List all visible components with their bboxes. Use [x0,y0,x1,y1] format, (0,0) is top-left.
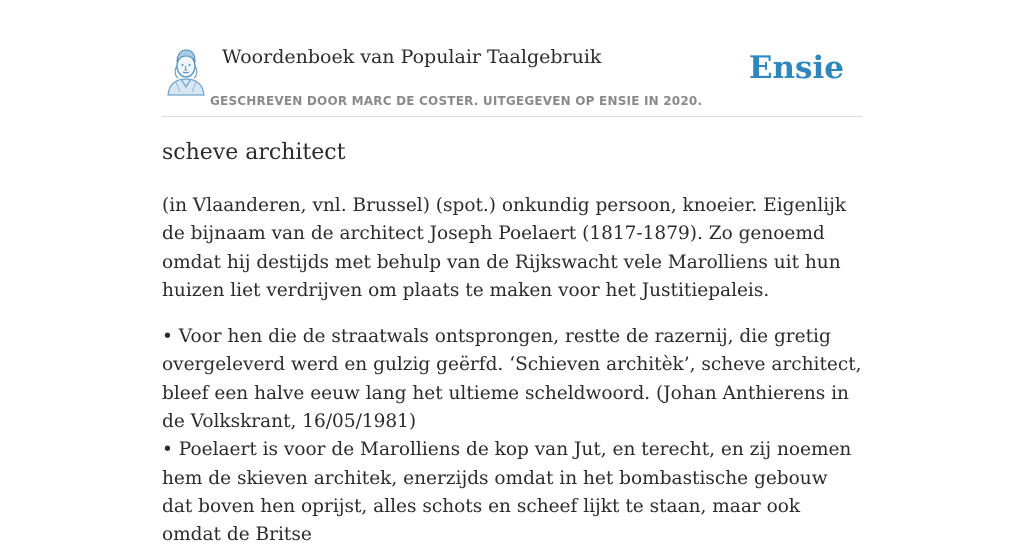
ensie-logo[interactable]: Ensie [748,50,844,86]
citation-quote: • Poelaert is voor de Marolliens de kop van Jut, en terecht, en zij noemen hem de skieven architek, enerzijds omdat in het bombastische gebouw dat boven hen oprijst, alles schots en scheef lijkt te staan, maar ook omdat de Britse [162,439,852,546]
dictionary-title[interactable]: Woordenboek van Populair Taalgebruik [222,46,602,68]
author-byline: GESCHREVEN DOOR MARC DE COSTER. UITGEGEVEN OP ENSIE IN 2020. [210,94,703,108]
entry-title: scheve architect [162,140,346,165]
entry-body [162,192,862,550]
author-portrait-icon [164,46,208,96]
entry-definition: (in Vlaanderen, vnl. Brussel) (spot.) onkundig persoon, knoeier. Eigenlijk de bijnaam van de architect Joseph Poelaert (1817-1879). Zo genoemd omdat hij destijds met behulp van de Rijkswacht vele Marolliens uit hun huizen liet verdrijven om plaats te maken voor het Justitiepaleis. [162,195,847,301]
site-header [162,40,862,117]
citation-quote: • Voor hen die de straatwals ontsprongen, restte de razernij, die gretig overgeleverd werd en gulzig geërfd. ‘Schieven architèk’, scheve architect, bleef een halve eeuw lang het ultieme scheldwoord. (Johan Anthierens in de Volkskrant, 16/05/1981) [162,326,862,433]
